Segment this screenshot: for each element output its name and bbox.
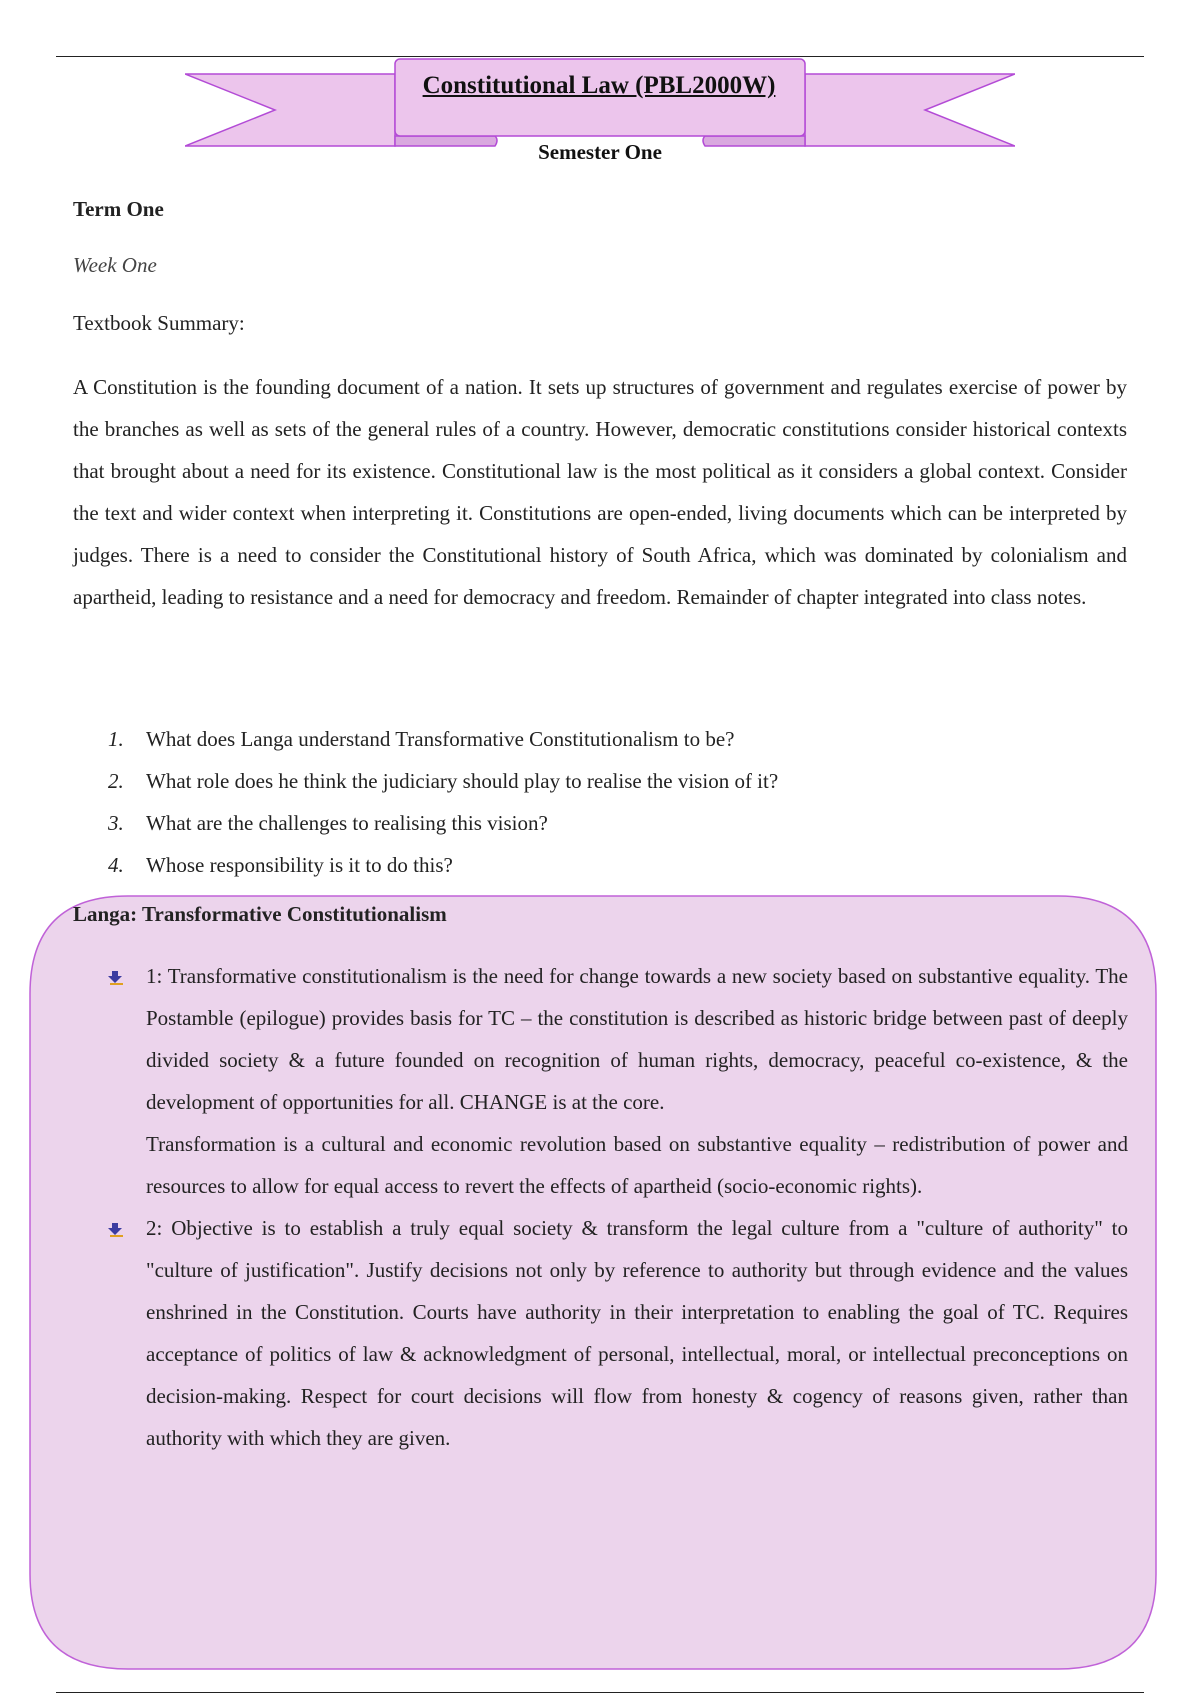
list-item bbox=[108, 718, 1108, 760]
langa-points bbox=[108, 955, 1128, 1459]
point-text: 2: Objective is to establish a truly equal society & transform the legal culture from a "culture of authority" to "culture of justification". Justify decisions not only by reference to authority but through evidence and the values enshrined in the Constitution. Courts have authority in their interpretation to enabling the goal of TC. Requires acceptance of politics of law & acknowledgment of personal, intellectual, moral, or intellectual preconceptions on decision-making. Respect for court decisions will flow from honesty & cogency of reasons given, rather than authority with which they are given. bbox=[146, 1216, 1128, 1450]
question-number: 1. bbox=[108, 727, 124, 751]
list-item bbox=[108, 955, 1128, 1207]
question-number: 2. bbox=[108, 769, 124, 793]
list-item bbox=[108, 844, 1108, 886]
question-list bbox=[108, 718, 1108, 886]
banner-ribbon-left bbox=[185, 74, 395, 146]
question-text: What are the challenges to realising this vision? bbox=[146, 811, 548, 835]
week-heading: Week One bbox=[73, 253, 157, 277]
arrow-down-bullet-icon bbox=[108, 955, 146, 1207]
list-item bbox=[108, 802, 1108, 844]
summary-paragraph: A Constitution is the founding document of a nation. It sets up structures of government and regulates exercise of power by the branches as well as sets of the general rules of a country. However, democratic constitutions consider historical contexts that brought about a need for its existence. Constitutional law is the most political as it considers a global context. Consider the text and wider context when interpreting it. Constitutions are open-ended, living documents which can be interpreted by judges. There is a need to consider the Constitutional history of South Africa, which was dominated by colonialism and apartheid, leading to resistance and a need for democracy and freedom. Remainder of chapter integrated into class notes. bbox=[73, 375, 1127, 609]
question-text: What does Langa understand Transformative Constitutionalism to be? bbox=[146, 727, 735, 751]
list-item bbox=[108, 760, 1108, 802]
question-text: Whose responsibility is it to do this? bbox=[146, 853, 453, 877]
langa-heading: Langa: Transformative Constitutionalism bbox=[73, 902, 447, 926]
list-item bbox=[108, 1207, 1128, 1459]
document-title: Constitutional Law (PBL2000W) bbox=[422, 72, 776, 99]
banner-ribbon-right bbox=[805, 74, 1015, 146]
term-heading: Term One bbox=[73, 197, 164, 221]
question-number: 4. bbox=[108, 853, 124, 877]
textbook-summary-label: Textbook Summary: bbox=[73, 311, 245, 335]
point-text: Transformation is a cultural and economic revolution based on substantive equality – redistribution of power and resources to allow for equal access to revert the effects of apartheid (socio-economic rights). bbox=[146, 1132, 1128, 1198]
point-text: 1: Transformative constitutionalism is the need for change towards a new society based on substantive equality. The Postamble (epilogue) provides basis for TC – the constitution is described as historic bridge between past of deeply divided society & a future founded on recognition of human rights, democracy, peaceful co-existence, & the development of opportunities for all. CHANGE is at the core. bbox=[146, 964, 1128, 1114]
question-text: What role does he think the judiciary should play to realise the vision of it? bbox=[146, 769, 779, 793]
question-number: 3. bbox=[108, 811, 124, 835]
semester-heading: Semester One bbox=[538, 140, 662, 164]
bottom-rule bbox=[56, 1692, 1144, 1693]
arrow-down-bullet-icon bbox=[108, 1207, 146, 1459]
